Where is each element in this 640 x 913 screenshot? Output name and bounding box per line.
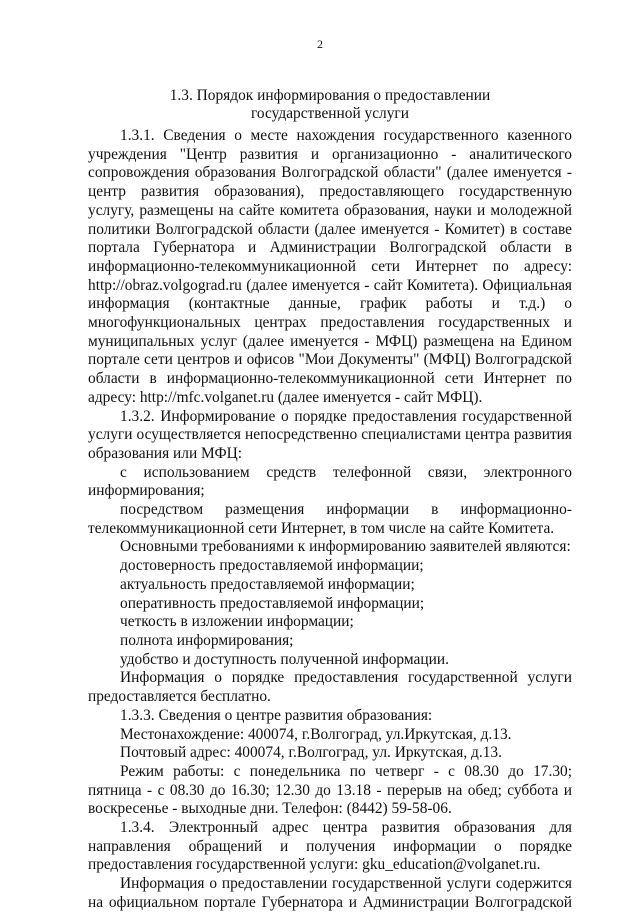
heading-line-1: 1.3. Порядок информирования о предоставлении [169, 87, 491, 104]
paragraph-1-3-4: 1.3.4. Электронный адрес центра развития образования для направления обращений и получения информации о порядке предоставления государственной услуги: gku_education@volganet.ru. [88, 819, 572, 874]
paragraph-portal-info: Информация о предоставлении государственной услуги содержится на официальном портале Губернатора и Администрации Волгоградской [88, 875, 572, 911]
list-item: четкость в изложении информации; [120, 613, 354, 631]
paragraph-1-3-1: 1.3.1. Сведения о месте нахождения государственного казенного учреждения "Центр развития и организационно - аналитического сопровождения образования Волгоградской области" (далее именуется - центр развития образования), предоставляющего государственную услугу, размещены на сайте комитета образования, науки и молодежной политики Волгоградской области (далее именуется - Комитет) в составе портала Губернатора и Администрации Волгоградской области в информационно-телекоммуникационной сети Интернет по адресу: http://obraz.volgograd.ru (далее именуется - сайт Комитета). Официальная информация (контактные данные, график работы и т.д.) о многофункциональных центрах предоставления государственных и муниципальных услуг (далее именуется - МФЦ) размещена на Едином портале сети центров и офисов "Мои Документы" (МФЦ) Волгоградской области в информационно-телекоммуникационной сети Интернет по адресу: http://mfc.volganet.ru (далее именуется - сайт МФЦ). [88, 127, 572, 406]
paragraph-1-3-3: 1.3.3. Сведения о центре развития образования: [120, 706, 433, 724]
page-number: 2 [317, 37, 323, 51]
document-body [88, 127, 572, 913]
paragraph-requirements-intro: Основными требованиями к информированию заявителей являются: [120, 538, 571, 556]
heading-line-2: государственной услуги [251, 105, 409, 122]
paragraph-internet-info: посредством размещения информации в информационно-телекоммуникационной сети Интернет, в том числе на сайте Комитета. [88, 501, 572, 537]
paragraph-phone-info: с использованием средств телефонной связи, электронного информирования; [88, 463, 572, 500]
section-heading [88, 87, 572, 123]
paragraph-free-of-charge: Информация о порядке предоставления государственной услуги предоставляется бесплатно. [88, 669, 572, 706]
list-item: удобство и доступность полученной информации. [120, 650, 449, 668]
paragraph-working-hours: Режим работы: с понедельника по четверг - с 08.30 до 17.30; пятница - с 08.30 до 16.30; 12.30 до 13.18 - перерыв на обед; суббота и воскресенье - выходные дни. Телефон: (8442) 59-58-06. [88, 762, 572, 818]
list-item: достоверность предоставляемой информации; [120, 557, 424, 575]
list-item: актуальность предоставляемой информации; [120, 575, 415, 593]
paragraph-postal-address: Почтовый адрес: 400074, г.Волгоград, ул. Иркутская, д.13. [120, 744, 502, 762]
paragraph-1-3-2: 1.3.2. Информирование о порядке предоставления государственной услуги осуществляется непосредственно специалистами центра развития образования или МФЦ: [88, 407, 572, 462]
list-item: оперативность предоставляемой информации; [120, 594, 425, 612]
paragraph-location: Местонахождение: 400074, г.Волгоград, ул.Иркутская, д.13. [120, 725, 512, 743]
list-item: полнота информирования; [120, 631, 294, 649]
